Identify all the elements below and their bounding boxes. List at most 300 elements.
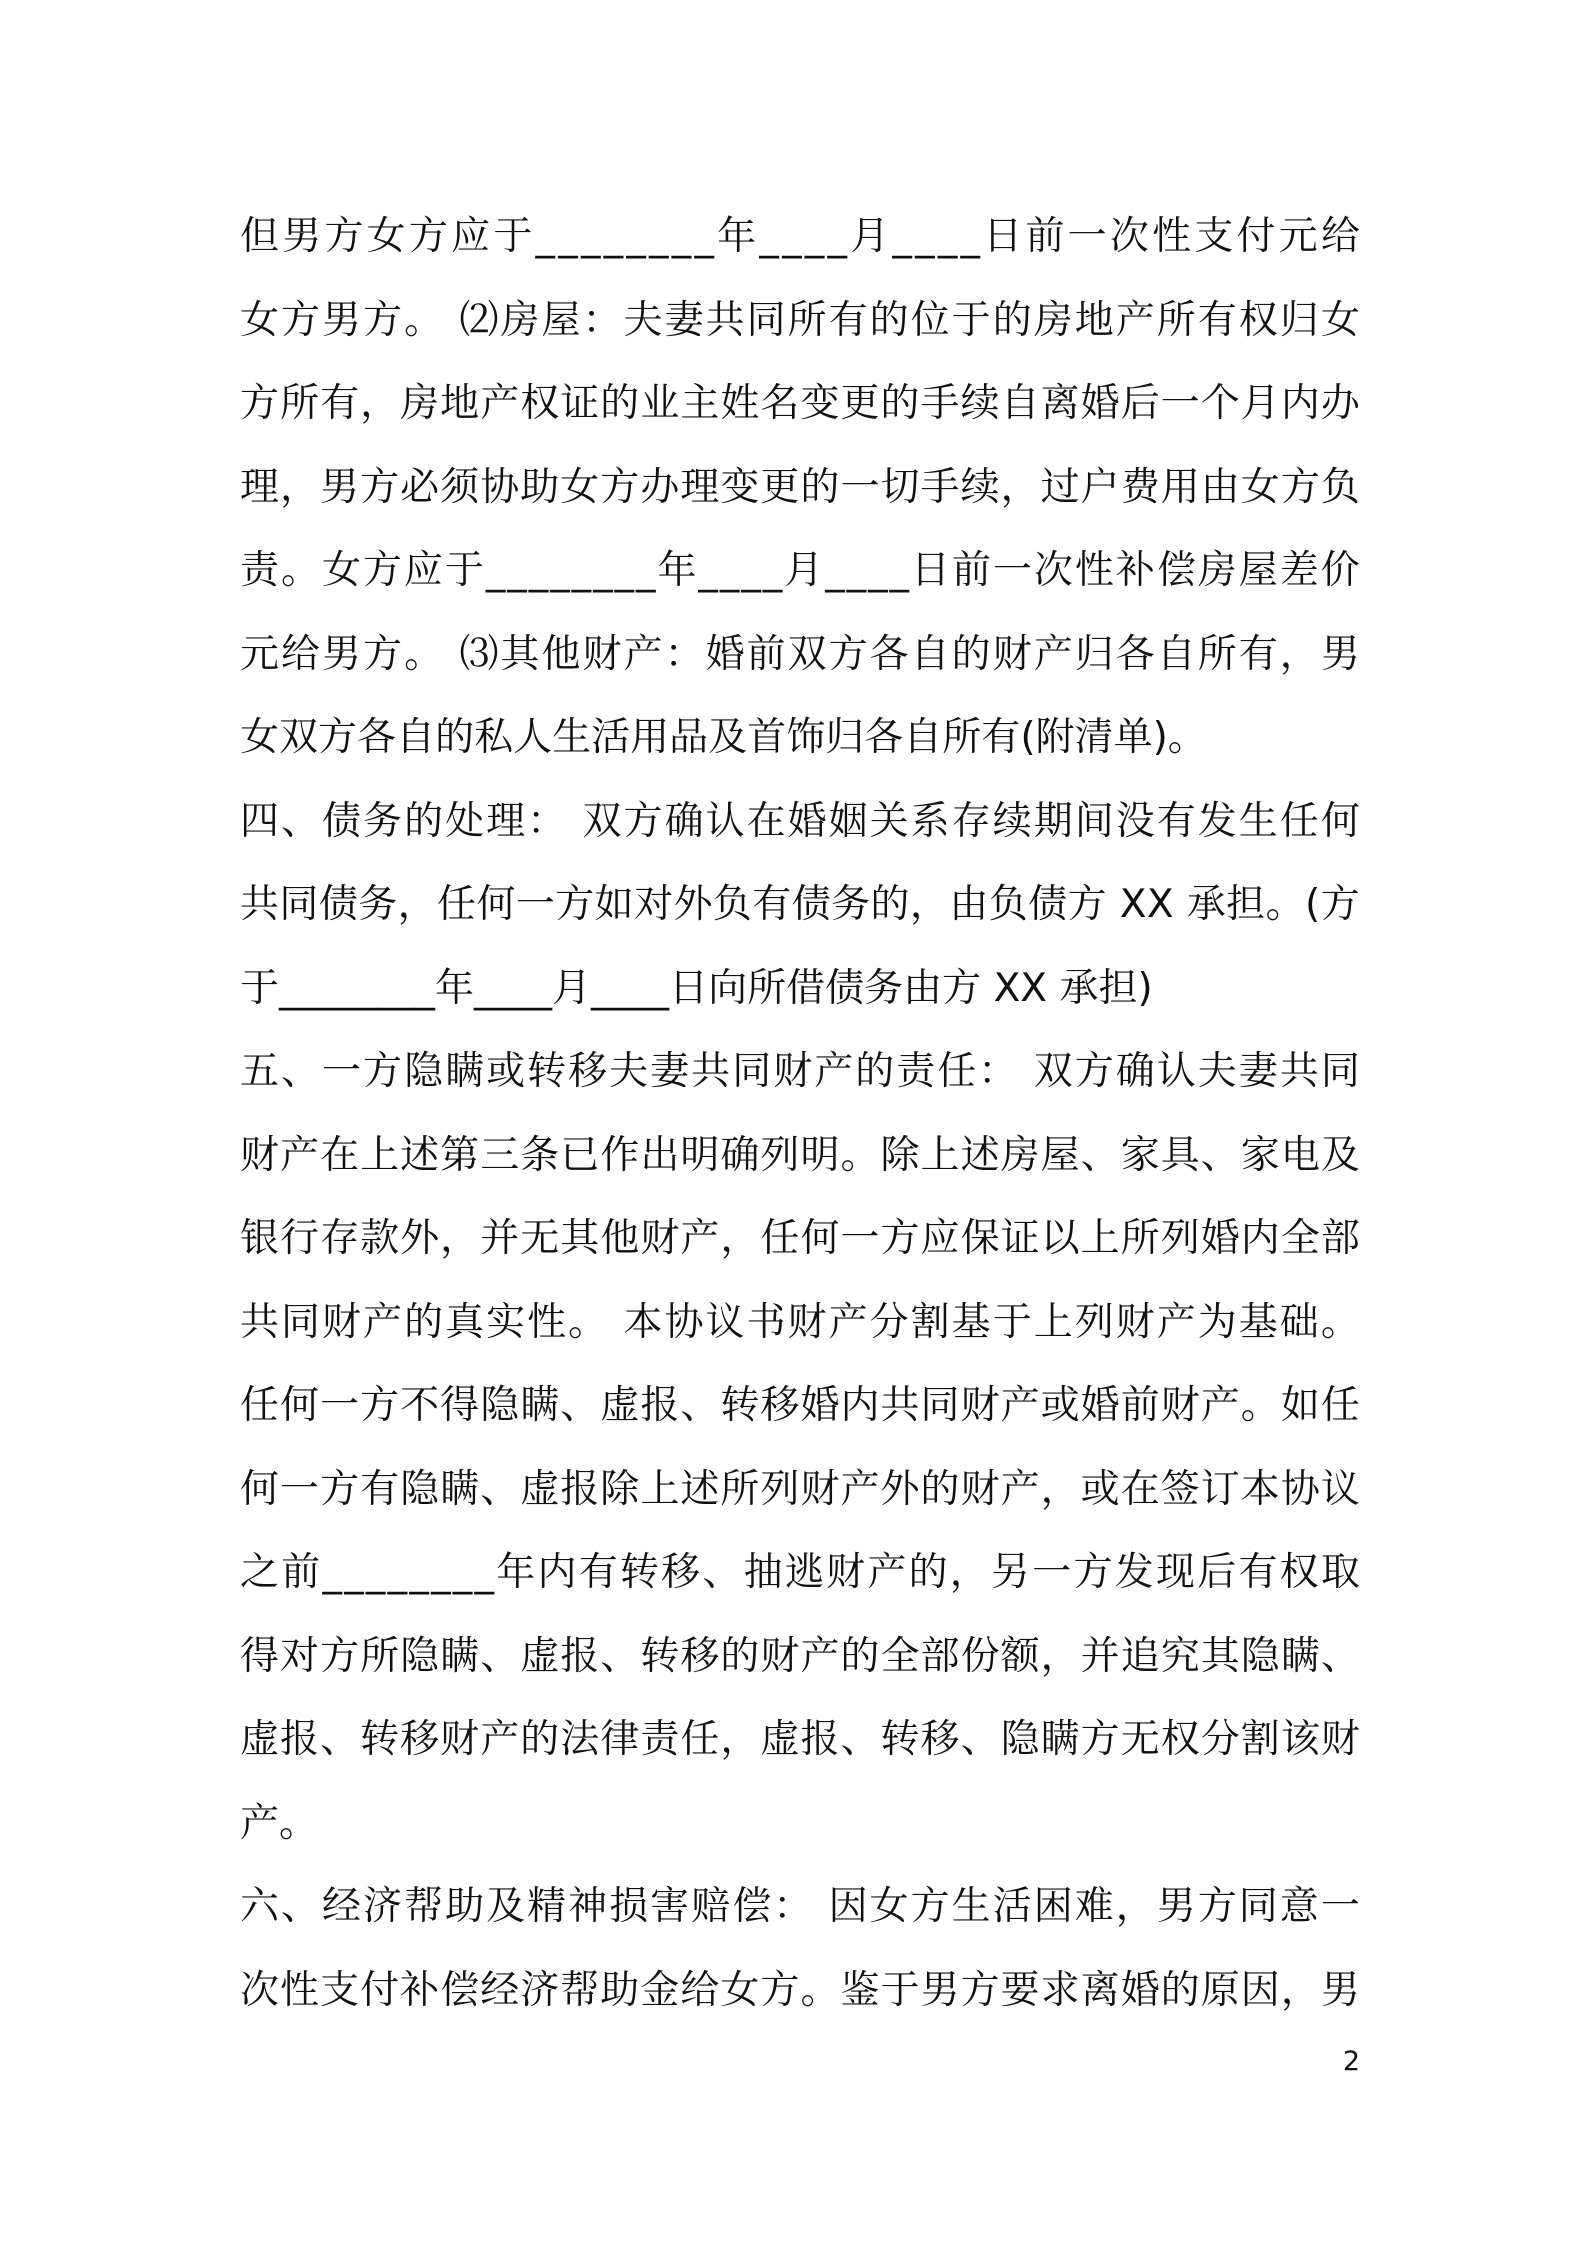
text-glyph: 日 xyxy=(911,548,951,593)
text-glyph: 产 xyxy=(1000,1383,1040,1428)
text-glyph: 要 xyxy=(1000,1967,1040,2013)
text-glyph: 所 xyxy=(942,715,982,760)
text-glyph: 双 xyxy=(279,715,319,760)
text-glyph: _ xyxy=(376,965,397,1011)
text-glyph: 隐 xyxy=(400,1466,440,1512)
text-glyph: _ xyxy=(649,965,670,1011)
text-glyph: ， xyxy=(720,1216,760,1261)
text-glyph: 三 xyxy=(480,1132,520,1178)
text-glyph: 法 xyxy=(560,1717,600,1762)
text-glyph: 财 xyxy=(440,1717,480,1762)
text-glyph: 部 xyxy=(1320,1216,1360,1261)
text-glyph: 负 xyxy=(988,882,1028,927)
text-glyph: 财 xyxy=(582,631,622,677)
text-glyph: 有 xyxy=(981,715,1021,760)
text-glyph: 承 xyxy=(1059,965,1099,1011)
text-glyph: 办 xyxy=(1320,381,1360,426)
text-glyph: ) xyxy=(1137,965,1153,1011)
text-glyph: 有 xyxy=(578,1550,618,1595)
text-glyph: 财 xyxy=(960,1383,1000,1428)
text-glyph: 的 xyxy=(869,297,909,343)
text-glyph: 在 xyxy=(746,798,786,844)
text-glyph: 双 xyxy=(787,631,827,677)
text-glyph: 债 xyxy=(318,882,358,927)
text-glyph: 基 xyxy=(1238,1299,1278,1345)
text-glyph: 名 xyxy=(760,381,800,426)
text-glyph: 自 xyxy=(903,715,943,760)
text-glyph: 活 xyxy=(591,715,631,760)
text-glyph: 的 xyxy=(600,381,640,426)
text-glyph: ， xyxy=(280,464,320,510)
text-glyph: 方 xyxy=(623,798,663,844)
text-glyph: 变 xyxy=(800,381,840,426)
text-glyph: 的 xyxy=(870,882,910,927)
text-glyph: ， xyxy=(909,882,949,927)
text-glyph: 主 xyxy=(680,381,720,426)
text-glyph: _ xyxy=(532,965,553,1011)
text-glyph: 列 xyxy=(760,1466,800,1512)
text-line xyxy=(240,1114,1360,1198)
text-glyph: 瞒 xyxy=(440,1466,480,1512)
text-glyph: 付 xyxy=(360,1967,400,2013)
text-glyph: 人 xyxy=(513,715,553,760)
text-glyph: 基 xyxy=(951,1299,991,1345)
text-glyph: 屋 xyxy=(1040,1132,1080,1178)
text-glyph: 认 xyxy=(705,798,745,844)
text-line xyxy=(240,279,1360,363)
text-glyph: 必 xyxy=(400,464,440,510)
text-glyph: 神 xyxy=(568,1884,608,1929)
text-glyph: 无 xyxy=(520,1216,560,1261)
text-glyph: 责 xyxy=(240,548,280,593)
text-glyph: 产 xyxy=(840,1466,880,1512)
text-glyph: 方 xyxy=(363,1049,403,1094)
text-glyph: 隐 xyxy=(1000,1717,1040,1762)
text-glyph: 虚 xyxy=(520,1466,560,1512)
text-glyph: 报 xyxy=(560,1633,600,1679)
text-glyph: 男 xyxy=(320,464,360,510)
text-glyph: 全 xyxy=(1280,1216,1320,1261)
text-glyph: 、 xyxy=(680,1383,720,1428)
text-line xyxy=(240,1281,1360,1365)
text-glyph: 上 xyxy=(1080,1216,1120,1261)
text-glyph: 础 xyxy=(1279,1299,1319,1345)
text-glyph: 元 xyxy=(240,631,280,677)
text-glyph: 额 xyxy=(1000,1633,1040,1679)
text-glyph: 男 xyxy=(920,1967,960,2013)
text-glyph: _ xyxy=(357,965,377,1011)
text-glyph: 产 xyxy=(1000,1466,1040,1512)
text-glyph: 议 xyxy=(1320,1466,1360,1512)
text-glyph: 何 xyxy=(800,1216,840,1261)
text-glyph: 任 xyxy=(1279,798,1319,844)
text-glyph: 明 xyxy=(680,1132,720,1178)
text-glyph: 割 xyxy=(910,1299,950,1345)
text-glyph: 有 xyxy=(1238,631,1278,677)
text-glyph: ， xyxy=(1040,1633,1080,1679)
text-glyph: 户 xyxy=(1080,464,1120,510)
text-glyph: 方 xyxy=(362,548,402,593)
text-glyph: 同 xyxy=(279,882,319,927)
text-glyph: 应 xyxy=(920,1216,960,1261)
text-glyph: 协 xyxy=(480,464,520,510)
text-glyph: 财 xyxy=(760,1633,800,1679)
text-glyph: 方 xyxy=(320,1466,360,1512)
text-line xyxy=(240,1197,1360,1281)
text-glyph: ， xyxy=(440,1216,480,1261)
text-glyph: _ xyxy=(528,548,549,593)
text-glyph: 实 xyxy=(486,1299,526,1345)
text-line xyxy=(240,1865,1360,1949)
text-glyph: 所 xyxy=(360,1633,400,1679)
text-glyph: 议 xyxy=(705,1299,745,1345)
text-glyph: 方 xyxy=(318,715,358,760)
text-glyph: 方 xyxy=(910,1884,950,1929)
text-glyph: 办 xyxy=(640,464,680,510)
text-glyph: 、 xyxy=(281,1049,321,1094)
text-glyph: 产 xyxy=(1156,1299,1196,1345)
text-glyph: 婚 xyxy=(1080,1383,1120,1428)
text-glyph: 何 xyxy=(476,882,516,927)
text-glyph: 列 xyxy=(1074,1299,1114,1345)
text-glyph: 济 xyxy=(363,1884,403,1929)
text-glyph: 于 xyxy=(240,965,280,1011)
text-line xyxy=(240,362,1360,446)
text-glyph: 述 xyxy=(960,1132,1000,1178)
text-glyph: 前 xyxy=(951,548,991,593)
text-glyph: 夫 xyxy=(609,1049,649,1094)
text-glyph: 差 xyxy=(1279,548,1319,593)
text-glyph: 述 xyxy=(680,1466,720,1512)
text-glyph: 权 xyxy=(1238,297,1278,343)
text-glyph: 虚 xyxy=(520,1633,560,1679)
text-glyph: 女 xyxy=(1240,464,1280,510)
text-glyph: _ xyxy=(827,214,847,259)
text-glyph: 方 xyxy=(960,1967,1000,2013)
text-glyph: ， xyxy=(1115,1884,1155,1929)
text-glyph: 次 xyxy=(1109,214,1149,259)
text-glyph: _ xyxy=(344,1550,364,1595)
text-glyph: 日 xyxy=(983,214,1023,259)
text-glyph: _ xyxy=(593,548,613,593)
text-glyph: 系 xyxy=(910,798,950,844)
text-glyph: 、 xyxy=(1200,1132,1240,1178)
text-glyph: 产 xyxy=(800,1633,840,1679)
text-glyph: 过 xyxy=(1040,464,1080,510)
text-glyph: 所 xyxy=(747,965,787,1011)
text-glyph: 间 xyxy=(1074,798,1114,844)
text-glyph: 前 xyxy=(1025,214,1065,259)
text-glyph: 自 xyxy=(1156,631,1196,677)
text-glyph: 前 xyxy=(281,1550,321,1595)
text-glyph: 生 xyxy=(1238,798,1278,844)
text-glyph: 由 xyxy=(949,882,989,927)
text-glyph: 权 xyxy=(1279,1550,1319,1595)
text-glyph: 第 xyxy=(440,1132,480,1178)
text-glyph: 、 xyxy=(281,1884,321,1929)
text-glyph: 方 xyxy=(1280,464,1320,510)
text-glyph: 方 xyxy=(360,1383,400,1428)
text-glyph: 更 xyxy=(840,381,880,426)
text-glyph: 取 xyxy=(1320,1550,1360,1595)
text-glyph: 产 xyxy=(1200,1383,1240,1428)
text-glyph: _ xyxy=(322,1550,342,1595)
text-glyph: ， xyxy=(1040,1466,1080,1512)
text-glyph: _ xyxy=(415,965,436,1011)
text-glyph: 担 xyxy=(1226,882,1266,927)
text-glyph: 用 xyxy=(1160,464,1200,510)
text-glyph: 因 xyxy=(1240,1967,1280,2013)
text-glyph: 所 xyxy=(1197,631,1237,677)
text-glyph: 产 xyxy=(240,1800,280,1846)
text-glyph: 赔 xyxy=(691,1884,731,1929)
text-glyph: 虚 xyxy=(240,1717,280,1762)
text-glyph: 上 xyxy=(920,1132,960,1178)
text-glyph: 如 xyxy=(594,882,634,927)
text-glyph: 上 xyxy=(360,1132,400,1178)
text-glyph: 个 xyxy=(1200,381,1240,426)
text-glyph: 对 xyxy=(280,1633,320,1679)
text-glyph: 务 xyxy=(358,882,398,927)
text-glyph: _ xyxy=(868,548,888,593)
text-glyph: 产 xyxy=(280,1132,320,1178)
text-glyph: 。 xyxy=(280,548,320,593)
text-glyph: 确 xyxy=(720,1132,760,1178)
text-glyph: 后 xyxy=(1120,381,1160,426)
text-glyph: 男 xyxy=(1320,631,1360,677)
text-glyph: 的 xyxy=(404,798,444,844)
text-glyph: _ xyxy=(571,548,592,593)
text-glyph: 他 xyxy=(541,631,581,677)
text-glyph: 的 xyxy=(435,715,475,760)
text-glyph: 本 xyxy=(623,1299,663,1345)
text-glyph: 共 xyxy=(880,1383,920,1428)
text-glyph: 移 xyxy=(920,1717,960,1762)
text-glyph: 内 xyxy=(1240,1216,1280,1261)
text-glyph: 归 xyxy=(1279,297,1319,343)
text-glyph: 同 xyxy=(1238,1884,1278,1929)
text-glyph: 确 xyxy=(664,798,704,844)
text-glyph: 务 xyxy=(363,798,403,844)
text-glyph: 一 xyxy=(280,1466,320,1512)
text-glyph: 财 xyxy=(322,1299,362,1345)
text-glyph: _ xyxy=(846,548,867,593)
text-glyph: 原 xyxy=(1200,1967,1240,2013)
text-glyph: 自 xyxy=(1000,381,1040,426)
text-glyph: 方 xyxy=(1320,882,1360,927)
text-glyph: 负 xyxy=(1320,464,1360,510)
text-glyph: 转 xyxy=(527,1049,567,1094)
text-glyph: 报 xyxy=(640,1383,680,1428)
text-glyph xyxy=(568,780,580,864)
text-glyph: 偿 xyxy=(732,1884,772,1929)
text-glyph: 款 xyxy=(360,1216,400,1261)
text-glyph: 女 xyxy=(869,1884,909,1929)
text-glyph: 内 xyxy=(1280,381,1320,426)
text-glyph: 自 xyxy=(396,715,436,760)
text-glyph: _ xyxy=(535,214,556,259)
text-line xyxy=(240,947,1360,1031)
text-glyph: 续 xyxy=(960,381,1000,426)
text-glyph: 月 xyxy=(784,548,824,593)
text-glyph: 经 xyxy=(322,1884,362,1929)
text-glyph: 财 xyxy=(992,631,1032,677)
text-glyph: 意 xyxy=(1279,1884,1319,1929)
text-glyph: _ xyxy=(915,214,935,259)
text-glyph: ， xyxy=(360,381,400,426)
text-glyph: 存 xyxy=(951,798,991,844)
text-glyph: 方 xyxy=(1080,1717,1120,1762)
text-glyph: 支 xyxy=(320,1967,360,2013)
text-glyph: 房 xyxy=(1197,548,1237,593)
text-glyph: 。 xyxy=(1265,882,1305,927)
text-glyph: 究 xyxy=(1160,1633,1200,1679)
text-glyph: _ xyxy=(937,214,958,259)
text-glyph: _ xyxy=(825,548,845,593)
text-glyph: 续 xyxy=(992,798,1032,844)
text-glyph xyxy=(814,1865,826,1949)
text-glyph: 上 xyxy=(1033,1299,1073,1345)
text-glyph xyxy=(1019,1030,1031,1114)
text-glyph: ： xyxy=(978,1049,1018,1094)
text-glyph: 次 xyxy=(240,1967,280,2013)
text-glyph: _ xyxy=(474,1550,494,1595)
text-glyph: 述 xyxy=(400,1132,440,1178)
text-glyph: 付 xyxy=(1236,214,1276,259)
text-glyph: 续 xyxy=(960,464,1000,510)
text-glyph: 共 xyxy=(240,1299,280,1345)
text-line xyxy=(240,1364,1360,1448)
text-glyph: 负 xyxy=(712,882,752,927)
text-glyph: 或 xyxy=(1040,1383,1080,1428)
text-glyph: 有 xyxy=(1238,1550,1278,1595)
text-glyph: 同 xyxy=(732,1049,772,1094)
text-line xyxy=(240,1615,1360,1699)
text-glyph: ： xyxy=(527,798,567,844)
text-glyph: 产 xyxy=(623,631,663,677)
text-glyph: 给 xyxy=(281,631,321,677)
text-glyph xyxy=(1047,966,1059,1011)
text-glyph: ( xyxy=(1304,882,1321,927)
text-glyph: 分 xyxy=(869,1299,909,1345)
text-glyph: 所 xyxy=(720,1466,760,1512)
text-glyph: _ xyxy=(591,965,611,1011)
text-glyph: 产 xyxy=(680,1216,720,1261)
text-glyph: 有 xyxy=(360,1466,400,1512)
text-glyph: 割 xyxy=(1240,1717,1280,1762)
text-glyph: 男 xyxy=(322,631,362,677)
text-glyph: X xyxy=(1119,882,1147,927)
text-glyph: 一 xyxy=(1067,214,1107,259)
text-glyph: 。 xyxy=(404,631,444,677)
text-glyph: 存 xyxy=(320,1216,360,1261)
text-glyph: 任 xyxy=(680,1717,720,1762)
text-glyph: ⑶ xyxy=(459,631,499,677)
text-line xyxy=(240,529,1360,613)
text-glyph: 所 xyxy=(280,381,320,426)
text-glyph: 部 xyxy=(920,1633,960,1679)
text-glyph: 虚 xyxy=(600,1383,640,1428)
text-glyph: 外 xyxy=(880,1466,920,1512)
text-glyph: _ xyxy=(603,214,624,259)
text-glyph: 订 xyxy=(1200,1466,1240,1512)
text-glyph: 房 xyxy=(1033,297,1073,343)
text-glyph: 一 xyxy=(320,1383,360,1428)
text-line xyxy=(240,446,1360,530)
text-glyph: 产 xyxy=(480,381,520,426)
text-glyph: 内 xyxy=(840,1383,880,1428)
text-glyph: 以 xyxy=(1040,1216,1080,1261)
text-glyph: 全 xyxy=(880,1633,920,1679)
text-glyph: 清 xyxy=(1074,715,1114,760)
text-glyph: 、 xyxy=(1320,1633,1360,1679)
text-glyph: 价 xyxy=(1320,548,1360,593)
text-glyph: 济 xyxy=(520,1967,560,2013)
text-glyph: 帮 xyxy=(560,1967,600,2013)
text-glyph: 权 xyxy=(1160,1717,1200,1762)
text-glyph: 财 xyxy=(800,1466,840,1512)
text-glyph: 之 xyxy=(240,1550,280,1595)
text-glyph: 用 xyxy=(630,715,670,760)
text-glyph: _ xyxy=(614,548,635,593)
text-glyph xyxy=(981,966,993,1011)
text-glyph: 方 xyxy=(324,214,364,259)
text-line xyxy=(240,1448,1360,1532)
text-glyph: 于 xyxy=(992,1299,1032,1345)
text-glyph: 地 xyxy=(1074,297,1114,343)
text-glyph: 应 xyxy=(451,214,491,259)
text-glyph: 银 xyxy=(240,1216,280,1261)
text-glyph: 的 xyxy=(908,1550,948,1595)
text-glyph: 产 xyxy=(828,1299,868,1345)
text-glyph: 、 xyxy=(281,798,321,844)
text-glyph: 该 xyxy=(1280,1717,1320,1762)
text-glyph: 妻 xyxy=(650,1049,690,1094)
text-glyph: 律 xyxy=(600,1717,640,1762)
text-glyph: 财 xyxy=(787,1299,827,1345)
text-glyph: 于 xyxy=(493,214,533,259)
text-glyph: _ xyxy=(698,548,718,593)
text-glyph: 务 xyxy=(831,882,871,927)
text-glyph: 女 xyxy=(560,464,600,510)
text-glyph: _ xyxy=(493,965,514,1011)
text-glyph: 产 xyxy=(1033,631,1073,677)
text-glyph: _ xyxy=(694,214,714,259)
text-glyph: 债 xyxy=(825,965,865,1011)
text-glyph: 书 xyxy=(746,1299,786,1345)
text-glyph: 任 xyxy=(937,1049,977,1094)
text-glyph: 一 xyxy=(992,548,1032,593)
text-glyph: _ xyxy=(550,548,570,593)
text-glyph: _ xyxy=(630,965,650,1011)
text-glyph: 帮 xyxy=(404,1884,444,1929)
text-glyph: 的 xyxy=(520,1717,560,1762)
text-glyph: 瞒 xyxy=(1280,1633,1320,1679)
text-glyph: 夫 xyxy=(1197,1049,1237,1094)
text-glyph: 助 xyxy=(600,1967,640,2013)
text-glyph: 责 xyxy=(640,1717,680,1762)
text-glyph: 不 xyxy=(400,1383,440,1428)
text-glyph xyxy=(1107,863,1119,947)
text-glyph: _ xyxy=(671,214,692,259)
text-glyph: 附 xyxy=(1035,715,1075,760)
text-glyph: 隐 xyxy=(1240,1633,1280,1679)
text-glyph: 的 xyxy=(855,1049,895,1094)
text-glyph: 证 xyxy=(560,381,600,426)
text-glyph: 应 xyxy=(403,548,443,593)
text-glyph: 姓 xyxy=(720,381,760,426)
text-glyph: ， xyxy=(1000,464,1040,510)
